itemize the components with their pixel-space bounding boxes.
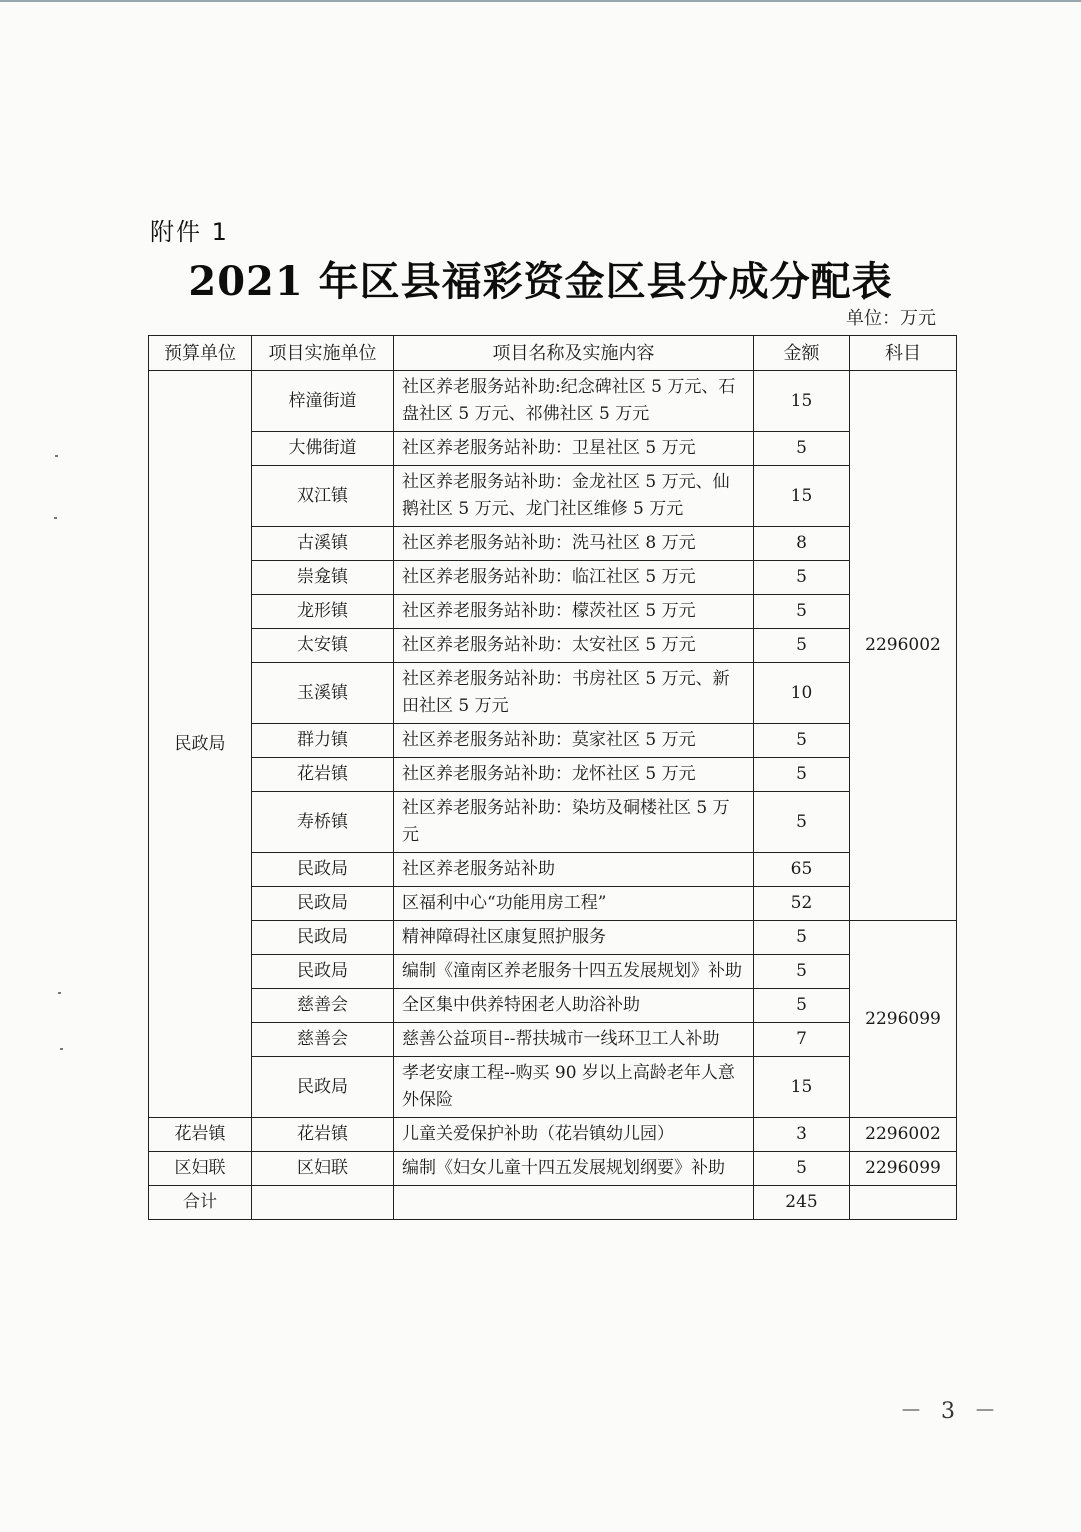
empty-cell (394, 1186, 754, 1220)
content-cell: 社区养老服务站补助：卫星社区 5 万元 (394, 432, 754, 466)
impl-unit-cell: 民政局 (252, 921, 394, 955)
header-project-content: 项目名称及实施内容 (394, 336, 754, 371)
amount-cell: 10 (754, 663, 850, 724)
allocation-table (148, 335, 957, 1220)
header-amount: 金额 (754, 336, 850, 371)
empty-cell (850, 1186, 957, 1220)
impl-unit-cell: 崇龛镇 (252, 561, 394, 595)
amount-cell: 5 (754, 629, 850, 663)
impl-unit-cell: 古溪镇 (252, 527, 394, 561)
impl-unit-cell: 群力镇 (252, 724, 394, 758)
annex-label: 附件 1 (150, 218, 229, 246)
content-cell: 编制《潼南区养老服务十四五发展规划》补助 (394, 955, 754, 989)
table-row (149, 758, 957, 792)
header-impl-unit: 项目实施单位 (252, 336, 394, 371)
impl-unit-cell: 慈善会 (252, 989, 394, 1023)
impl-unit-cell: 民政局 (252, 887, 394, 921)
amount-cell: 5 (754, 561, 850, 595)
content-cell: 社区养老服务站补助：太安社区 5 万元 (394, 629, 754, 663)
table-row (149, 561, 957, 595)
content-cell: 慈善公益项目--帮扶城市一线环卫工人补助 (394, 1023, 754, 1057)
scan-top-edge (0, 0, 1081, 2)
impl-unit-cell: 花岩镇 (252, 758, 394, 792)
table-row (149, 1023, 957, 1057)
table-row (149, 955, 957, 989)
amount-cell: 65 (754, 853, 850, 887)
content-cell: 社区养老服务站补助：莫家社区 5 万元 (394, 724, 754, 758)
amount-cell: 5 (754, 921, 850, 955)
content-cell: 社区养老服务站补助：临江社区 5 万元 (394, 561, 754, 595)
content-cell: 社区养老服务站补助：檬茨社区 5 万元 (394, 595, 754, 629)
subject-code-cell: 2296099 (850, 1152, 957, 1186)
total-label-cell: 合计 (149, 1186, 252, 1220)
scan-speck (54, 517, 57, 519)
page-number: － 3 － (900, 1399, 1002, 1424)
empty-cell (252, 1186, 394, 1220)
unit-note: 单位：万元 (846, 308, 936, 329)
amount-cell: 8 (754, 527, 850, 561)
amount-cell: 15 (754, 466, 850, 527)
content-cell: 全区集中供养特困老人助浴补助 (394, 989, 754, 1023)
amount-cell: 5 (754, 432, 850, 466)
scan-speck (55, 455, 58, 457)
table-row (149, 724, 957, 758)
impl-unit-cell: 寿桥镇 (252, 792, 394, 853)
table-row (149, 466, 957, 527)
table-row (149, 853, 957, 887)
table-row (149, 595, 957, 629)
impl-unit-cell: 民政局 (252, 1057, 394, 1118)
content-cell: 孝老安康工程--购买 90 岁以上高龄老年人意外保险 (394, 1057, 754, 1118)
table-row (149, 989, 957, 1023)
impl-unit-cell: 梓潼街道 (252, 371, 394, 432)
impl-unit-cell: 玉溪镇 (252, 663, 394, 724)
impl-unit-cell: 太安镇 (252, 629, 394, 663)
content-cell: 社区养老服务站补助:纪念碑社区 5 万元、石盘社区 5 万元、祁佛社区 5 万元 (394, 371, 754, 432)
table-row (149, 663, 957, 724)
impl-unit-cell: 双江镇 (252, 466, 394, 527)
table-row (149, 432, 957, 466)
impl-unit-cell: 慈善会 (252, 1023, 394, 1057)
subject-code-cell: 2296099 (850, 921, 957, 1118)
amount-cell: 52 (754, 887, 850, 921)
impl-unit-cell: 民政局 (252, 955, 394, 989)
scan-speck (60, 1048, 63, 1050)
content-cell: 社区养老服务站补助：书房社区 5 万元、新田社区 5 万元 (394, 663, 754, 724)
table-row (149, 792, 957, 853)
subject-code-cell: 2296002 (850, 371, 957, 921)
impl-unit-cell: 区妇联 (252, 1152, 394, 1186)
table-row (149, 921, 957, 955)
amount-cell: 3 (754, 1118, 850, 1152)
budget-unit-cell: 民政局 (149, 371, 252, 1118)
amount-cell: 7 (754, 1023, 850, 1057)
amount-cell: 5 (754, 1152, 850, 1186)
content-cell: 区福利中心“功能用房工程” (394, 887, 754, 921)
amount-cell: 5 (754, 955, 850, 989)
impl-unit-cell: 花岩镇 (252, 1118, 394, 1152)
scan-speck (58, 992, 61, 994)
header-subject: 科目 (850, 336, 957, 371)
content-cell: 社区养老服务站补助：龙怀社区 5 万元 (394, 758, 754, 792)
impl-unit-cell: 大佛街道 (252, 432, 394, 466)
content-cell: 社区养老服务站补助 (394, 853, 754, 887)
table-row (149, 371, 957, 432)
content-cell: 儿童关爱保护补助（花岩镇幼儿园） (394, 1118, 754, 1152)
content-cell: 精神障碍社区康复照护服务 (394, 921, 754, 955)
amount-cell: 5 (754, 792, 850, 853)
content-cell: 社区养老服务站补助：金龙社区 5 万元、仙鹅社区 5 万元、龙门社区维修 5 万元 (394, 466, 754, 527)
table-row (149, 1118, 957, 1152)
amount-cell: 5 (754, 595, 850, 629)
table-row (149, 1152, 957, 1186)
document-title: 2021 年区县福彩资金区县分成分配表 (188, 258, 893, 305)
content-cell: 社区养老服务站补助：洗马社区 8 万元 (394, 527, 754, 561)
header-budget-unit: 预算单位 (149, 336, 252, 371)
amount-cell: 5 (754, 989, 850, 1023)
content-cell: 社区养老服务站补助：染坊及硐楼社区 5 万元 (394, 792, 754, 853)
budget-unit-cell: 花岩镇 (149, 1118, 252, 1152)
amount-cell: 5 (754, 724, 850, 758)
table-row (149, 629, 957, 663)
table-row (149, 1057, 957, 1118)
content-cell: 编制《妇女儿童十四五发展规划纲要》补助 (394, 1152, 754, 1186)
subject-code-cell: 2296002 (850, 1118, 957, 1152)
amount-cell: 5 (754, 758, 850, 792)
table-header-row (149, 336, 957, 371)
impl-unit-cell: 龙形镇 (252, 595, 394, 629)
total-row (149, 1186, 957, 1220)
impl-unit-cell: 民政局 (252, 853, 394, 887)
amount-cell: 15 (754, 1057, 850, 1118)
budget-unit-cell: 区妇联 (149, 1152, 252, 1186)
amount-cell: 15 (754, 371, 850, 432)
total-amount-cell: 245 (754, 1186, 850, 1220)
table-row (149, 527, 957, 561)
table-row (149, 887, 957, 921)
